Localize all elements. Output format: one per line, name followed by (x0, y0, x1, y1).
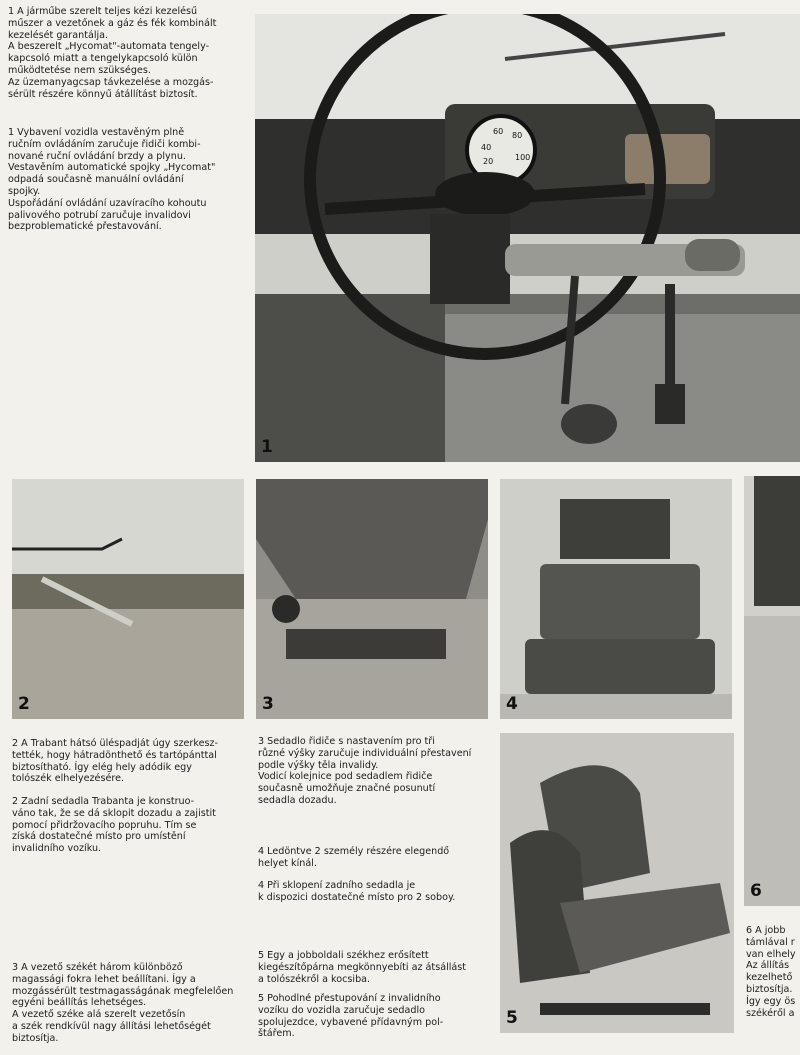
dashboard-illustration (255, 14, 800, 462)
caption-3-cz (258, 736, 498, 807)
intro-hungarian (8, 6, 253, 100)
caption-5-hu (258, 950, 498, 985)
photo-number-1: 1 (261, 437, 273, 457)
photo-driver-seat-rail (256, 479, 488, 719)
photo-number-6: 6 (750, 881, 762, 901)
intro-czech (8, 127, 253, 233)
intro-hu-text: 1 A járműbe szerelt teljes kézi kezelésű műszer a vezetőnek a gáz és fék kombinált kezelését garantálja. A beszerelt „Hycomat"-automata tengely- kapcsoló miatt a tengelykapcsoló külön működtetése nem szükséges. Az üzemanyagcsap távkezelése a mozgás- sérült részére könnyű átállítást biztosít. (8, 6, 217, 100)
caption-4-hu (258, 846, 498, 870)
caption-4-cz (258, 880, 498, 904)
photo-passenger-seat (500, 733, 734, 1033)
caption-5-cz-text: 5 Pohodlné přestupování z invalidního vozíku do vozidla zaručuje sedadlo spolujezdce, vybavené přídavným pol- štářem. (258, 993, 444, 1040)
caption-6-hu-cut (746, 925, 800, 1019)
caption-6-hu-text: 6 A jobb támlával r van elhely Az állítás kezelhető biztosítja. Így egy ös székéről a (746, 925, 796, 1019)
caption-4-cz-text: 4 Při sklopení zadního sedadla je k dispozici dostatečné místo pro 2 soboy. (258, 880, 456, 903)
caption-2-cz-text: 2 Zadní sedadla Trabanta je konstruo- váno tak, že se dá sklopit dozadu a zajistit pomocí přidržovacího popruhu. Tím se získá dostatečné místo pro umístění invalidního vozíku. (12, 796, 216, 855)
passenger-seat-illustration (500, 733, 734, 1033)
side-cut-illustration (744, 476, 800, 906)
caption-5-hu-text: 5 Egy a jobboldali székhez erősített kiegészítőpárna megkönnyebíti az átsállást a tolószékről a kocsiba. (258, 950, 467, 985)
caption-3-hu-text: 3 A vezető székét három különböző magassági fokra lehet beállítani. Így a mozgássérült testmagasságának megfelelően egyéni beállítás lehetséges. A vezető széke alá szerelt vezetősín a szék rendkívül nagy állítási lehetőségét biztosítja. (12, 962, 234, 1044)
caption-4-hu-text: 4 Ledöntve 2 személy részére elegendő helyet kínál. (258, 846, 450, 869)
photo-number-2: 2 (18, 694, 30, 714)
seat-rail-illustration (256, 479, 488, 719)
caption-5-cz (258, 993, 498, 1040)
gauge-label-20: 20 (483, 157, 494, 166)
gauge-label-80: 80 (512, 131, 523, 140)
caption-2-hu-text: 2 A Trabant hátsó üléspadját úgy szerkesz- tették, hogy hátradönthető és tartópánttal biztosítható. Így elég hely adódik egy tolószék elhelyezésére. (12, 738, 218, 785)
photo-folded-seat (500, 479, 732, 719)
folded-seat-illustration (500, 479, 732, 719)
rear-bench-illustration (12, 479, 244, 719)
photo-number-3: 3 (262, 694, 274, 714)
gauge-label-60: 60 (493, 127, 504, 136)
gauge-label-100: 100 (515, 153, 531, 162)
photo-number-4: 4 (506, 694, 518, 714)
caption-2-cz (12, 796, 247, 855)
photo-side-cut (744, 476, 800, 906)
caption-2-hu (12, 738, 247, 785)
photo-rear-bench (12, 479, 244, 719)
caption-3-hu (12, 962, 252, 1045)
gauge-label-40: 40 (481, 143, 492, 152)
caption-3-cz-text: 3 Sedadlo řidiče s nastavením pro tři různé výšky zaručuje individuální přestavení podle výšky těla invalidy. Vodicí kolejnice pod sedadlem řidiče současně umožňuje značné posunutí sedadla dozadu. (258, 736, 472, 806)
intro-cz-text: 1 Vybavení vozidla vestavěným plně ručním ovládáním zaručuje řidiči kombi- nované ruční ovládání brzdy a plynu. Vestavěním automatické spojky „Hycomat" odpadá současně manuální ovládání spojky. Uspořádání ovládání uzavíracího kohoutu palivového potrubí zaručuje invalidovi bezproblematické přestavování. (8, 127, 216, 233)
photo-number-5: 5 (506, 1008, 518, 1028)
photo-dashboard (255, 14, 800, 462)
